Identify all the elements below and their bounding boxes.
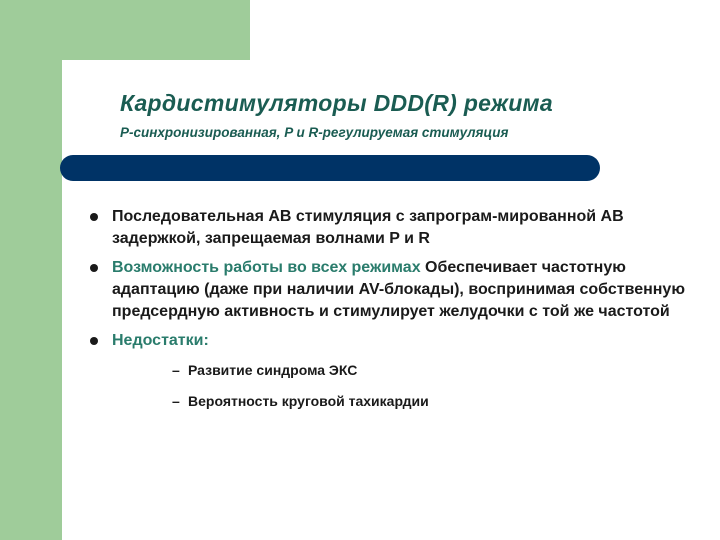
- bullet-list: [112, 206, 692, 422]
- bullet-dot-icon: [90, 213, 98, 221]
- sub-bullet-list: [112, 360, 692, 411]
- sub-bullet-item: [172, 360, 692, 380]
- sub-bullet-item: [172, 391, 692, 411]
- bullet-highlight: Недостатки:: [112, 332, 209, 349]
- bullet-dot-icon: [90, 337, 98, 345]
- decor-green-left: [0, 0, 62, 540]
- bullet-dot-icon: [90, 264, 98, 272]
- bullet-item-1: [112, 206, 692, 250]
- slide-title: Кардистимуляторы DDD(R) режима: [120, 90, 553, 116]
- bullet-item-3: [112, 330, 692, 411]
- title-divider-bar: [60, 155, 600, 181]
- bullet-text: Обеспечивает частотную адаптацию (даже при наличии AV-блокады), воспринимая собственную предсердную активность и стимулирует желудочки с той же частотой: [112, 259, 685, 320]
- sub-bullet-text: Развитие синдрома ЭКС: [188, 362, 358, 378]
- bullet-item-2: [112, 257, 692, 323]
- sub-bullet-text: Вероятность круговой тахикардии: [188, 393, 429, 409]
- bullet-text: Последовательная АВ стимуляция с запрограм-мированной АВ задержкой, запрещаемая волнами P и R: [112, 208, 624, 247]
- dash-icon: –: [172, 362, 180, 378]
- decor-green-top: [0, 0, 250, 60]
- slide-subtitle: P-синхронизированная, P и R-регулируемая стимуляция: [120, 125, 509, 140]
- bullet-highlight: Возможность работы во всех режимах: [112, 259, 421, 276]
- dash-icon: –: [172, 393, 180, 409]
